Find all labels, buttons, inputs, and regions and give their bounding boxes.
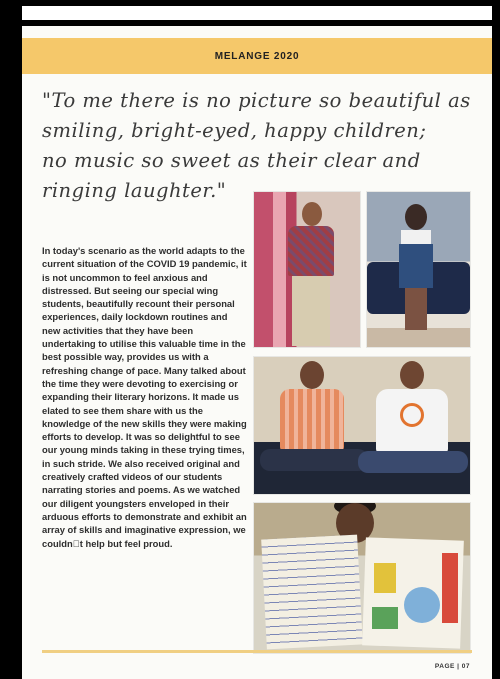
- article-body: In today's scenario as the world adapts to the current situation of the COVID 19 pandemic, it is not uncommon to feel anxious and distressed. But seeing our special wing students, beautifully recount their personal experiences, daily lockdown routines and new activities that they have been undertaking to utilise this valuable time in the best possible way, provides us with a refreshing change of pace. Many talked about the time they were devoting to exercising or expanding their literary horizons. It made us elated to see them share with us the knowledge of the new skills they were making efforts to develop. It was so delightful to see our young minds taking in these trying times, in such stride. We also received original and creatively crafted videos of our students narrating stories and poems. As we watched our diligent youngsters enveloped in their arduous efforts to demonstrate and exhibit an array of skills and imaginative expression, we couldn t help but feel proud.: [42, 245, 247, 549]
- photo-boy-standing: [254, 192, 360, 347]
- footer-rule: [42, 650, 472, 653]
- page-paper: [22, 26, 492, 679]
- photo-boy-notebook: [254, 503, 470, 653]
- magazine-title: MELANGE 2020: [214, 50, 300, 62]
- header-banner: [22, 38, 492, 74]
- pull-quote: "To me there is no picture so beautiful as smiling, bright-eyed, happy children; no music so sweet as their clear and ringing laughter.": [42, 89, 471, 202]
- top-strip: [22, 6, 492, 20]
- page-number: PAGE | 07: [434, 663, 470, 670]
- photo-girl-standing: [367, 192, 470, 347]
- photo-yoga-pair: [254, 357, 470, 494]
